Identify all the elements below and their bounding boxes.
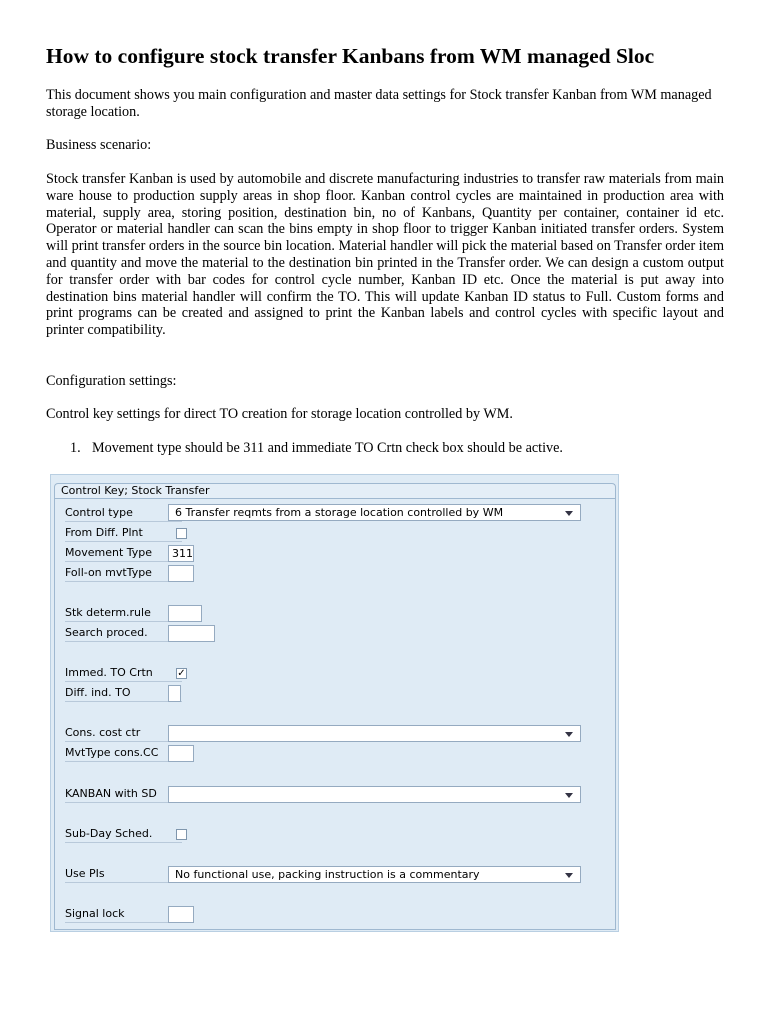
kanban-with-sd-dropdown[interactable]	[168, 786, 581, 803]
search-proced-input[interactable]	[168, 625, 215, 642]
signal-lock-label: Signal lock	[65, 906, 182, 923]
kanban-with-sd-label: KANBAN with SD	[65, 786, 182, 803]
immed-to-crtn-checkbox[interactable]: ✓	[177, 668, 186, 679]
page-title: How to configure stock transfer Kanbans from WM managed Sloc	[46, 44, 655, 68]
diff-ind-to-label: Diff. ind. TO	[65, 685, 182, 702]
control-key-paragraph: Control key settings for direct TO creation for storage location controlled by WM.	[46, 406, 513, 422]
sub-day-sched-label: Sub-Day Sched.	[65, 826, 182, 843]
config-heading: Configuration settings:	[46, 373, 177, 389]
list-number: 1.	[70, 440, 81, 456]
diff-ind-to-input[interactable]	[168, 685, 181, 702]
search-proced-label: Search proced.	[65, 625, 182, 642]
mvttype-cons-cc-label: MvtType cons.CC	[65, 745, 182, 762]
movement-type-label: Movement Type	[65, 545, 182, 562]
control-type-dropdown[interactable]: 6 Transfer reqmts from a storage location controlled by WM	[168, 504, 581, 521]
signal-lock-input[interactable]	[168, 906, 194, 923]
foll-on-mvttype-label: Foll-on mvtType	[65, 565, 182, 582]
movement-type-input[interactable]: 311	[168, 545, 194, 562]
business-heading: Business scenario:	[46, 137, 152, 153]
intro-paragraph: This document shows you main configuration and master data settings for Stock transfer Kanban from WM managed storage location.	[46, 87, 712, 120]
sap-header-title: Control Key; Stock Transfer	[61, 484, 210, 497]
mvttype-cons-cc-input[interactable]	[168, 745, 194, 762]
cons-cost-ctr-dropdown[interactable]	[168, 725, 581, 742]
cons-cost-ctr-label: Cons. cost ctr	[65, 725, 182, 742]
use-pis-dropdown[interactable]: No functional use, packing instruction is a commentary	[168, 866, 581, 883]
from-diff-plnt-checkbox[interactable]	[176, 528, 187, 539]
from-diff-plnt-label: From Diff. Plnt	[65, 525, 182, 542]
immed-to-crtn-label: Immed. TO Crtn	[65, 665, 182, 682]
foll-on-mvttype-input[interactable]	[168, 565, 194, 582]
sap-screenshot	[50, 474, 619, 932]
business-paragraph: Stock transfer Kanban is used by automobile and discrete manufacturing industries to transfer raw materials from main ware house to production supply areas in shop floor. Kanban control cycles are maintained in production area with material, supply area, storing position, destination bin, no of Kanbans, Quantity per container, container id etc. Operator or material handler can scan the bins empty in shop floor to trigger Kanban initiated transfer orders. System will print transfer orders in the source bin location. Material handler will pick the material based on Transfer order item and quantity and move the material to the destination bin printed in the Transfer order. We can design a custom output for transfer order with bar codes for control cycle number, Kanban ID etc. Once the material is put away into destination bins material handler will confirm the TO. This will update Kanban ID status to Full. Custom forms and print programs can be created and assigned to print the Kanban labels and control cycles with specific layout and printer compatibility.	[46, 171, 724, 339]
list-item	[70, 440, 563, 457]
control-type-label: Control type	[65, 505, 182, 522]
stk-determ-rule-input[interactable]	[168, 605, 202, 622]
sap-group-box	[54, 498, 616, 930]
sub-day-sched-checkbox[interactable]	[176, 829, 187, 840]
stk-determ-rule-label: Stk determ.rule	[65, 605, 182, 622]
use-pis-label: Use PIs	[65, 866, 182, 883]
sap-group-header	[54, 483, 616, 498]
list-item-text: Movement type should be 311 and immediate TO Crtn check box should be active.	[92, 440, 563, 456]
